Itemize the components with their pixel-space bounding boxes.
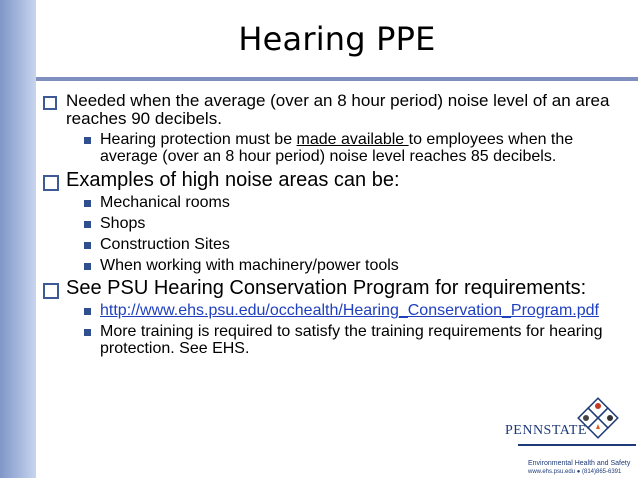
list-item: Construction Sites	[100, 236, 230, 253]
square-bullet-icon	[84, 221, 91, 228]
bullet-1	[40, 92, 628, 128]
flask-icon	[583, 415, 589, 421]
bullet-1-text: Needed when the average (over an 8 hour period) noise level of an area reaches 90 decibels.	[66, 91, 610, 128]
square-bullet-icon	[84, 308, 91, 315]
list-item: More training is required to satisfy the training requirements for hearing protection. See EHS.	[100, 323, 603, 357]
sub-text-before: Hearing protection must be	[100, 131, 297, 148]
program-link-wrapper	[100, 302, 628, 319]
left-accent-bar	[0, 0, 36, 478]
ehs-contact: www.ehs.psu.edu ● (814)865-6391	[528, 469, 622, 475]
sub-text-after: to employees when the average (over an 8 hour period) noise level reaches 85 decibels.	[100, 131, 574, 165]
made-available-underlined: made available	[296, 131, 409, 148]
ehs-department-name: Environmental Health and Safety	[528, 460, 631, 467]
hearing-program-link[interactable]: http://www.ehs.psu.edu/occhealth/Hearing_Conservation_Program.pdf	[100, 302, 599, 319]
checkbox-bullet-icon	[43, 96, 57, 110]
bullet-3-sub-2	[40, 323, 628, 357]
bullet-3-text: See PSU Hearing Conservation Program for requirements:	[66, 277, 587, 299]
square-bullet-icon	[84, 329, 91, 336]
square-bullet-icon	[84, 242, 91, 249]
bullet-2	[40, 169, 628, 191]
bullet-2-sub-2	[40, 215, 628, 232]
biohazard-icon	[595, 403, 601, 409]
bullet-1-sub-1-text	[100, 131, 628, 165]
radiation-icon	[607, 415, 613, 421]
bullet-2-text: Examples of high noise areas can be:	[66, 169, 400, 191]
bullet-2-sub-1	[40, 194, 628, 211]
pennstate-wordmark: PENNSTATE	[505, 423, 587, 438]
checkbox-bullet-icon	[43, 283, 59, 299]
square-bullet-icon	[84, 137, 91, 144]
bullet-3-sub-1	[40, 302, 628, 319]
bullet-2-sub-3	[40, 236, 628, 253]
list-item: Shops	[100, 215, 146, 232]
bullet-2-sub-4	[40, 257, 628, 274]
bullet-1-sub-1	[40, 131, 628, 165]
list-item: Mechanical rooms	[100, 194, 230, 211]
slide-content	[40, 92, 628, 357]
bullet-3	[40, 277, 628, 299]
square-bullet-icon	[84, 200, 91, 207]
title-divider	[36, 77, 638, 81]
list-item: When working with machinery/power tools	[100, 257, 399, 274]
square-bullet-icon	[84, 263, 91, 270]
checkbox-bullet-icon	[43, 175, 59, 191]
slide-title: Hearing PPE	[238, 20, 436, 58]
